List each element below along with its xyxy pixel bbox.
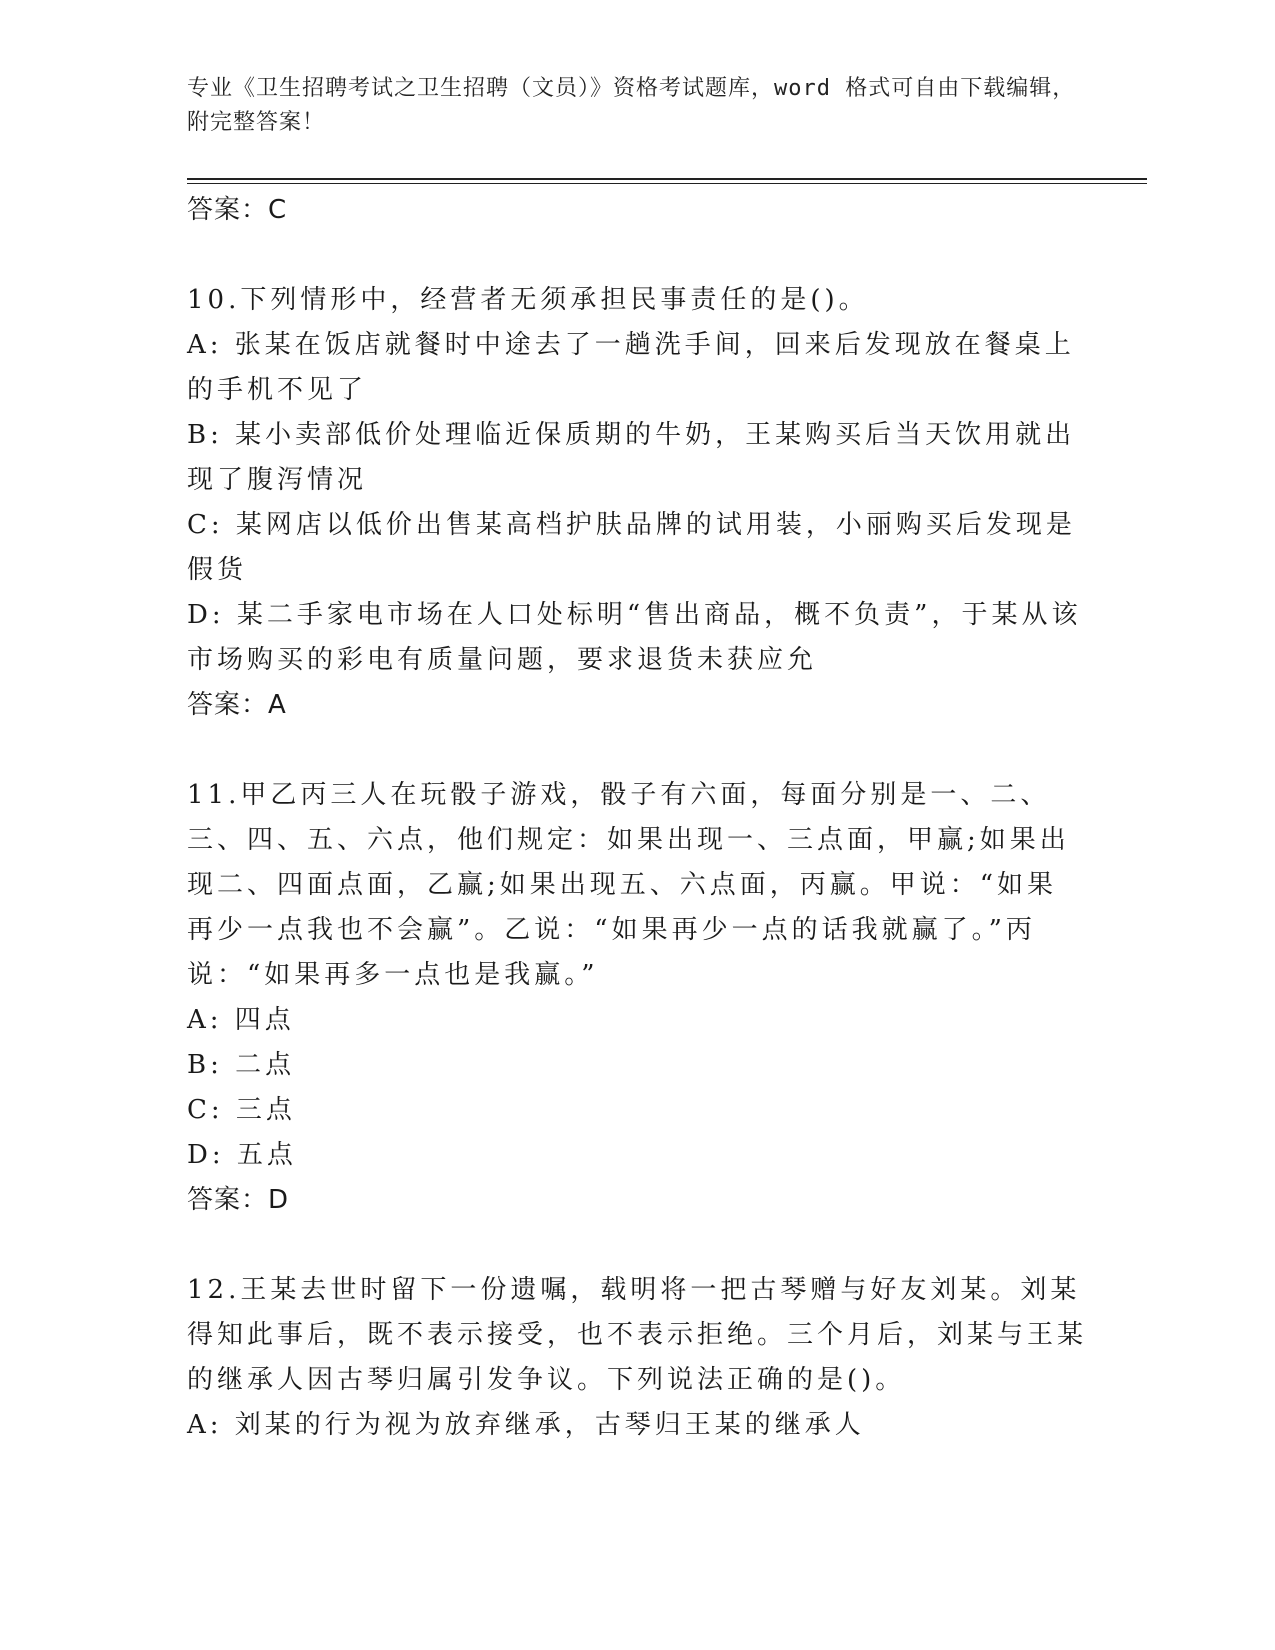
question-11-option-b: B: 二点 (187, 1050, 296, 1080)
spacer (187, 728, 1087, 773)
question-12 (187, 1268, 1087, 1448)
question-content (187, 188, 1087, 1448)
question-11-text: 11.甲乙丙三人在玩骰子游戏，骰子有六面，每面分别是一、二、三、四、五、六点，他们规定：如果出现一、三点面，甲赢;如果出现二、四面点面，乙赢;如果出现五、六点面，丙赢。甲说：“如果再少一点我也不会赢”。乙说：“如果再少一点的话我就赢了。”丙说：“如果再多一点也是我赢。” (187, 780, 1070, 990)
question-10-option-a: A: 张某在饭店就餐时中途去了一趟洗手间，回来后发现放在餐桌上的手机不见了 (187, 330, 1075, 405)
question-12-option-a: A: 刘某的行为视为放弃继承，古琴归王某的继承人 (187, 1410, 865, 1440)
question-10-option-b: B: 某小卖部低价处理临近保质期的牛奶，王某购买后当天饮用就出现了腹泻情况 (187, 420, 1076, 495)
question-10 (187, 278, 1087, 728)
header-divider-thin (187, 183, 1147, 184)
question-10-answer: 答案：A (187, 690, 287, 720)
previous-answer: 答案：C (187, 195, 288, 225)
header-divider-thick (187, 178, 1147, 180)
question-11-answer: 答案：D (187, 1185, 290, 1215)
spacer (187, 233, 1087, 278)
question-11-option-d: D: 五点 (187, 1140, 297, 1170)
question-11-option-c: C: 三点 (187, 1095, 296, 1125)
spacer (187, 1223, 1087, 1268)
question-10-option-c: C: 某网店以低价出售某高档护肤品牌的试用装，小丽购买后发现是假货 (187, 510, 1076, 585)
question-10-option-d: D: 某二手家电市场在人口处标明“售出商品，概不负责”，于某从该市场购买的彩电有质量问题，要求退货未获应允 (187, 600, 1082, 675)
question-10-text: 10.下列情形中，经营者无须承担民事责任的是()。 (187, 285, 869, 315)
question-12-text: 12.王某去世时留下一份遗嘱，载明将一把古琴赠与好友刘某。刘某得知此事后，既不表示接受，也不表示拒绝。三个月后，刘某与王某的继承人因古琴归属引发争议。下列说法正确的是()。 (187, 1275, 1088, 1395)
document-header-text: 专业《卫生招聘考试之卫生招聘（文员）》资格考试题库，word 格式可自由下载编辑，附完整答案！ (187, 76, 1076, 135)
question-11-option-a: A: 四点 (187, 1005, 295, 1035)
question-11 (187, 773, 1087, 1223)
